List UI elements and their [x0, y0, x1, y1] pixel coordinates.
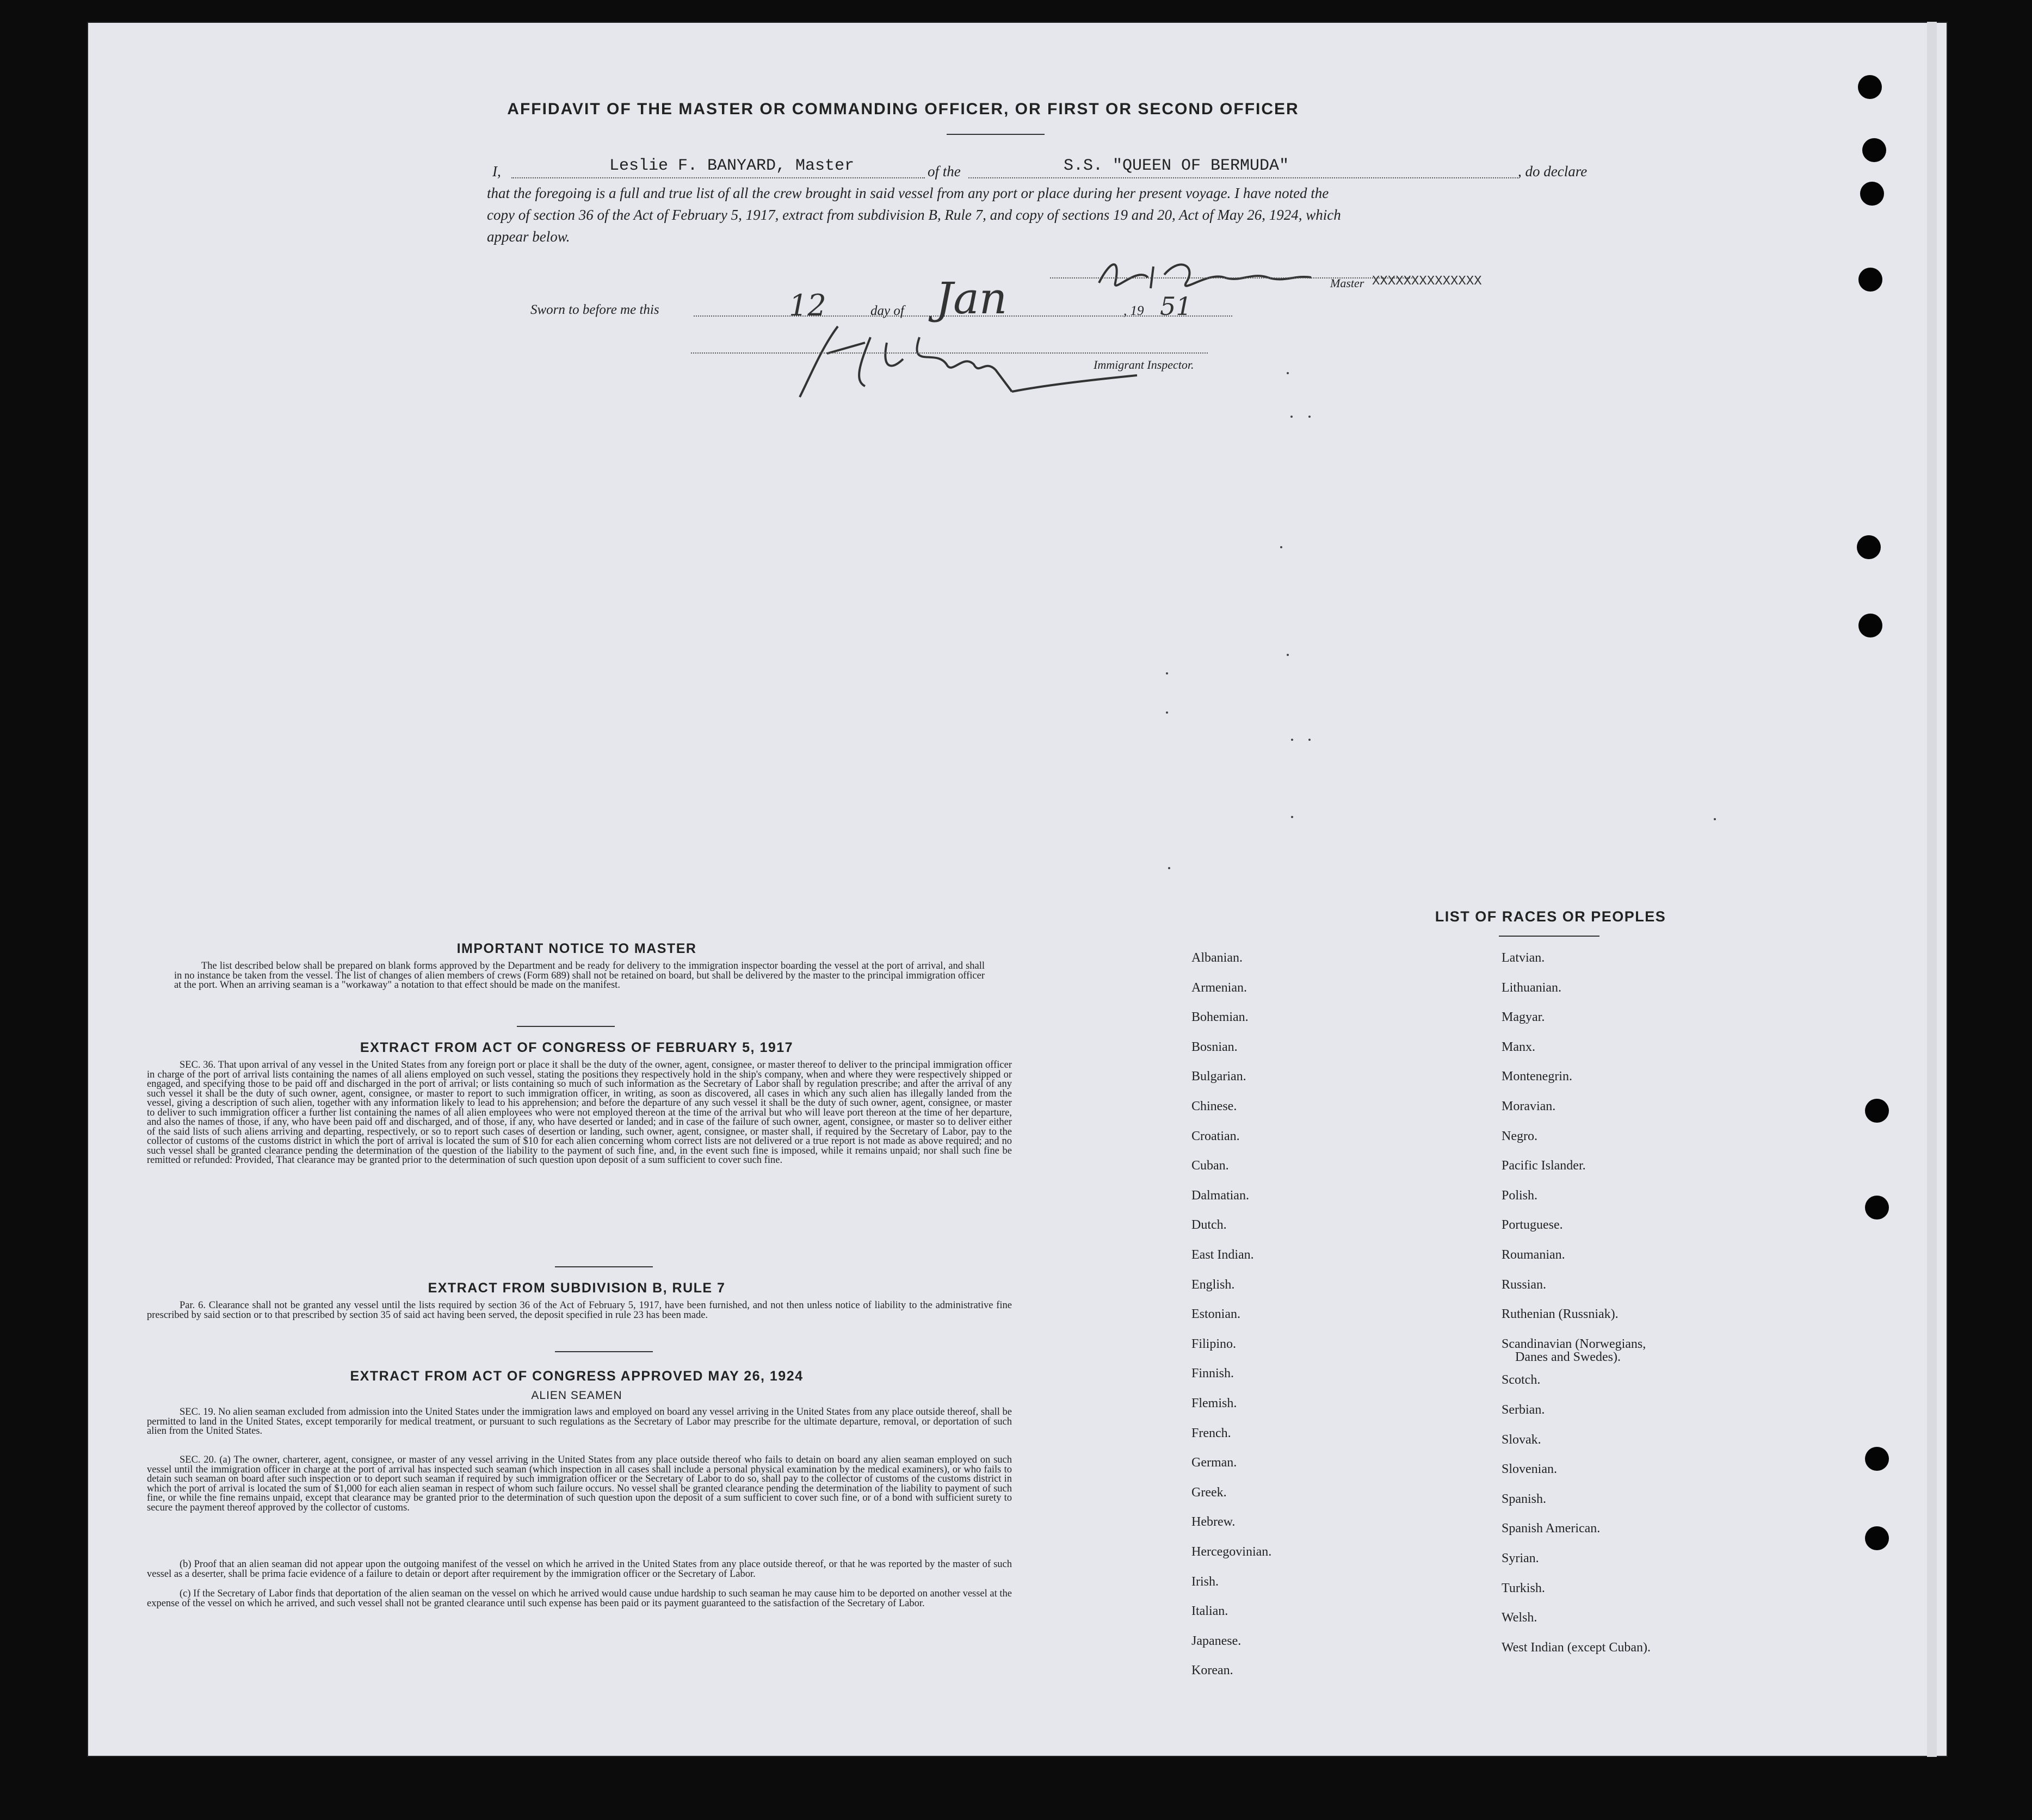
rule7-text: Par. 6. Clearance shall not be granted any vessel until the lists required by section 36 of the Act of February 5, 1917, have been furnished, and not then unless notice of liability to the administrative fine prescribed by said section or to that prescribed by section 35 of said act having been served, the deposit specified in rule 23 has been made.: [147, 1300, 1012, 1321]
master-label: Master: [1330, 276, 1364, 290]
notice-text: The list described below shall be prepared on blank forms approved by the Department and be ready for delivery to the immigration inspector boarding the vessel at the port of arrival, and shall in no instance be taken from the vessel. The list of changes of alien members of crews (Form 689) shall not be retained on board, but shall be delivered by the master to the principal immigration officer at the port. When an arriving seaman is a "workaway" a notation to that effect should be made on the manifest.: [174, 961, 985, 991]
race-item: Chinese.: [1191, 1099, 1237, 1113]
affidavit-line-4: appear below.: [487, 228, 570, 245]
race-item: Filipino.: [1191, 1336, 1237, 1351]
race-item: Albanian.: [1191, 951, 1243, 965]
race-item: Slovak.: [1502, 1432, 1541, 1447]
race-item: English.: [1191, 1277, 1235, 1292]
speck: [1291, 739, 1293, 741]
race-item: Spanish.: [1502, 1491, 1547, 1506]
manifest-page: [87, 22, 1948, 1757]
race-item: German.: [1191, 1456, 1237, 1470]
race-item: Scandinavian (Norwegians,: [1502, 1336, 1646, 1351]
binder-hole: [1865, 1526, 1889, 1550]
extract-1917-text: SEC. 36. That upon arrival of any vessel in the United States from any foreign port or place it shall be the duty of the owner, agent, consignee, or master thereof to deliver to the principal immigration officer in charge of the port of arrival lists containing the names of all aliens employed on such vessel, stating the positions they respectively hold in the ship's company, when and where they were respectively shipped or engaged, and specifying those to be paid off and discharged in the port of arrival; or lists containing so much of such information as the Secretary of Labor shall by regulation prescribe; and after the arrival of any such vessel it shall be the duty of such owner, agent, consignee, or master to report to such immigration officer, in writing, as soon as discovered, all cases in which any such alien has illegally landed from the vessel, giving a description of such alien, together with any information likely to lead to his apprehension; and before the departure of any such vessel it shall be the duty of such owner, agent, consignee, or master to deliver to such immigration officer a further list containing the names of all alien employees who were not employed thereon at the time of the arrival but who will leave port thereon at the time of her departure, and also the names of those, if any, who have been paid off and discharged, and of those, if any, who have deserted or landed; and in case of the failure of such owner, agent, consignee, or master so to deliver either of the said lists of such aliens arriving and departing, respectively, or so to report such cases of desertion or landing, such owner, agent, consignee, or master shall, if required by the Secretary of Labor, pay to the collector of customs of the customs district in which the port of arrival is located the sum of $10 for each alien concerning whom correct lists are not delivered or a true report is not made as above required; and no such vessel shall be granted clearance pending the determination of the question of the liability to the payment of such fine, and, in the event such fine is imposed, while it remains unpaid; nor shall such fine be remitted or refunded: Provided, That clearance may be granted prior to the determination of such question upon deposit of a sum sufficient to cover such fine.: [147, 1060, 1012, 1166]
inspector-line: [691, 352, 1208, 354]
race-item: Manx.: [1502, 1039, 1535, 1054]
speck: [1287, 372, 1289, 374]
race-item: Bohemian.: [1191, 1010, 1249, 1025]
race-item: Bulgarian.: [1191, 1069, 1246, 1084]
race-item: Hebrew.: [1191, 1515, 1236, 1530]
alien-seamen-subtitle: ALIEN SEAMEN: [531, 1389, 622, 1402]
master-name: Leslie F. BANYARD, Master: [609, 157, 855, 175]
affidavit-line-2: that the foregoing is a full and true list of all the crew brought in said vessel from any port or place during her present voyage. I have noted the: [487, 185, 1329, 201]
master-signature: [1088, 245, 1393, 305]
race-item: Scotch.: [1502, 1373, 1541, 1388]
race-item: Moravian.: [1502, 1099, 1556, 1113]
divider: [517, 1026, 615, 1027]
race-item: Welsh.: [1502, 1611, 1537, 1625]
speck: [1291, 816, 1293, 818]
race-item: Irish.: [1191, 1574, 1219, 1589]
race-item: Flemish.: [1191, 1396, 1237, 1410]
race-item: Cuban.: [1191, 1159, 1229, 1173]
race-item: Slovenian.: [1502, 1462, 1557, 1477]
race-item: Danes and Swedes).: [1515, 1349, 1621, 1364]
name-line: [511, 177, 925, 178]
binder-hole: [1862, 138, 1886, 162]
speck: [1290, 416, 1293, 418]
binder-hole: [1865, 1447, 1889, 1471]
race-item: Roumanian.: [1502, 1248, 1565, 1262]
sec20a-text: SEC. 20. (a) The owner, charterer, agent, consignee, or master of any vessel arriving in the United States from any place outside thereof who fails to detain on board any alien seaman employed on such vessel until the immigration officer in charge at the port of arrival has inspected such seaman (which inspection in all cases shall include a personal physical examination by the medical examiners), or who fails to detain such seaman on board after such inspection or to deport such seaman if required by such immigration officer or the Secretary of Labor to do so, shall pay to the collector of customs of the customs district in which the port of arrival is located the sum of $1,000 for each alien seaman in respect of whom such failure occurs. No vessel shall be granted clearance pending the determination of the liability to payment of such fine, or while the fine remains unpaid, except that clearance may be granted prior to the determination of such question upon the deposit of a sum sufficient to cover such fine, or of a bond with sufficient surety to secure the payment thereof approved by the collector of customs.: [147, 1454, 1012, 1513]
day-value: 12: [789, 288, 826, 323]
inspector-signature: [756, 305, 1148, 413]
race-item: Latvian.: [1502, 951, 1545, 965]
rule7-title: EXTRACT FROM SUBDIVISION B, RULE 7: [428, 1280, 726, 1296]
race-item: Magyar.: [1502, 1010, 1545, 1025]
binder-hole: [1858, 268, 1882, 292]
race-item: Spanish American.: [1502, 1521, 1601, 1536]
race-item: Russian.: [1502, 1277, 1547, 1292]
race-item: Japanese.: [1191, 1633, 1242, 1648]
race-item: Polish.: [1502, 1188, 1538, 1203]
month-value: Jan: [936, 273, 1008, 324]
day-of-label: day of: [870, 304, 904, 318]
divider: [555, 1266, 653, 1267]
race-item: Estonian.: [1191, 1307, 1240, 1322]
binder-hole: [1858, 75, 1882, 99]
race-item: French.: [1191, 1426, 1231, 1440]
year-value: 51: [1160, 292, 1192, 321]
race-item: Hercegovinian.: [1191, 1545, 1272, 1559]
race-item: Dutch.: [1191, 1218, 1227, 1233]
speck: [1280, 546, 1282, 548]
race-item: Syrian.: [1502, 1551, 1539, 1565]
race-item: Italian.: [1191, 1604, 1228, 1619]
page-edge: [1927, 22, 1937, 1757]
race-item: Korean.: [1191, 1663, 1233, 1678]
extract-1924-title: EXTRACT FROM ACT OF CONGRESS APPROVED MAY 26, 1924: [350, 1369, 804, 1384]
binder-hole: [1865, 1099, 1889, 1123]
race-item: Finnish.: [1191, 1366, 1234, 1381]
sec20b-text: (b) Proof that an alien seaman did not appear upon the outgoing manifest of the vessel on which he arrived in the United States from any place outside thereof, or that he was reported by the master of such vessel as a deserter, shall be prima facie evidence of a failure to detain or deport after requirement by the immigration officer or the Secretary of Labor.: [147, 1559, 1012, 1580]
divider: [555, 1351, 653, 1352]
speck: [1308, 416, 1311, 418]
binder-hole: [1865, 1196, 1889, 1219]
binder-hole: [1858, 614, 1882, 637]
extract-1917-title: EXTRACT FROM ACT OF CONGRESS OF FEBRUARY 5, 1917: [360, 1040, 794, 1055]
race-item: Turkish.: [1502, 1581, 1545, 1595]
affidavit-lead: I,: [492, 163, 501, 179]
race-item: Bosnian.: [1191, 1039, 1238, 1054]
races-title: LIST OF RACES OR PEOPLES: [1435, 908, 1666, 925]
race-item: Ruthenian (Russniak).: [1502, 1307, 1619, 1322]
year-prefix: , 19: [1123, 304, 1144, 318]
race-item: Pacific Islander.: [1502, 1159, 1586, 1173]
of-the-label: of the: [928, 163, 961, 179]
sec19-text: SEC. 19. No alien seaman excluded from admission into the United States under the immigration laws and employed on board any vessel arriving in the United States from any place outside thereof, shall be permitted to land in the United States, except temporarily for medical treatment, or pursuant to such regulations as the Secretary of Labor may prescribe for the ultimate departure, removal, or deportation of such alien from the United States.: [147, 1407, 1012, 1437]
race-item: Negro.: [1502, 1129, 1537, 1143]
affidavit-title: AFFIDAVIT OF THE MASTER OR COMMANDING OFFICER, OR FIRST OR SECOND OFFICER: [507, 100, 1299, 118]
notice-title: IMPORTANT NOTICE TO MASTER: [456, 941, 697, 956]
speck: [1166, 672, 1168, 674]
race-item: Armenian.: [1191, 980, 1247, 995]
race-item: Greek.: [1191, 1485, 1227, 1500]
race-item: Lithuanian.: [1502, 980, 1561, 995]
divider: [947, 134, 1045, 135]
race-item: East Indian.: [1191, 1248, 1254, 1262]
speck: [1287, 654, 1289, 656]
declare-label: , do declare: [1518, 163, 1588, 179]
race-item: West Indian (except Cuban).: [1502, 1640, 1651, 1655]
binder-hole: [1857, 535, 1881, 559]
inspector-label: Immigrant Inspector.: [1094, 358, 1194, 372]
affidavit-line-3: copy of section 36 of the Act of February 5, 1917, extract from subdivision B, Rule 7, and copy of sections 19 and 20, Act of May 26, 1924, which: [487, 207, 1341, 223]
race-item: Portuguese.: [1502, 1218, 1563, 1233]
binder-hole: [1860, 182, 1884, 206]
vessel-name: S.S. "QUEEN OF BERMUDA": [1064, 157, 1289, 175]
race-item: Serbian.: [1502, 1403, 1545, 1417]
speck: [1308, 739, 1311, 741]
master-strikeout: XXXXXXXXXXXXXX: [1372, 274, 1482, 289]
speck: [1168, 867, 1170, 869]
vessel-line: [968, 177, 1518, 178]
sworn-label: Sworn to before me this: [530, 302, 659, 317]
race-item: Dalmatian.: [1191, 1188, 1249, 1203]
race-item: Croatian.: [1191, 1129, 1240, 1143]
speck: [1166, 711, 1168, 714]
sec20c-text: (c) If the Secretary of Labor finds that deportation of the alien seaman on the vessel on which he arrived would cause undue hardship to such seaman he may cause him to be deported on another vessel at the expense of the vessel on which he arrived, and such vessel shall not be granted clearance until such expense has been paid or its payment guaranteed to the satisfaction of the Secretary of Labor.: [147, 1588, 1012, 1609]
race-item: Montenegrin.: [1502, 1069, 1572, 1084]
speck: [1714, 818, 1716, 820]
divider: [1499, 936, 1599, 937]
